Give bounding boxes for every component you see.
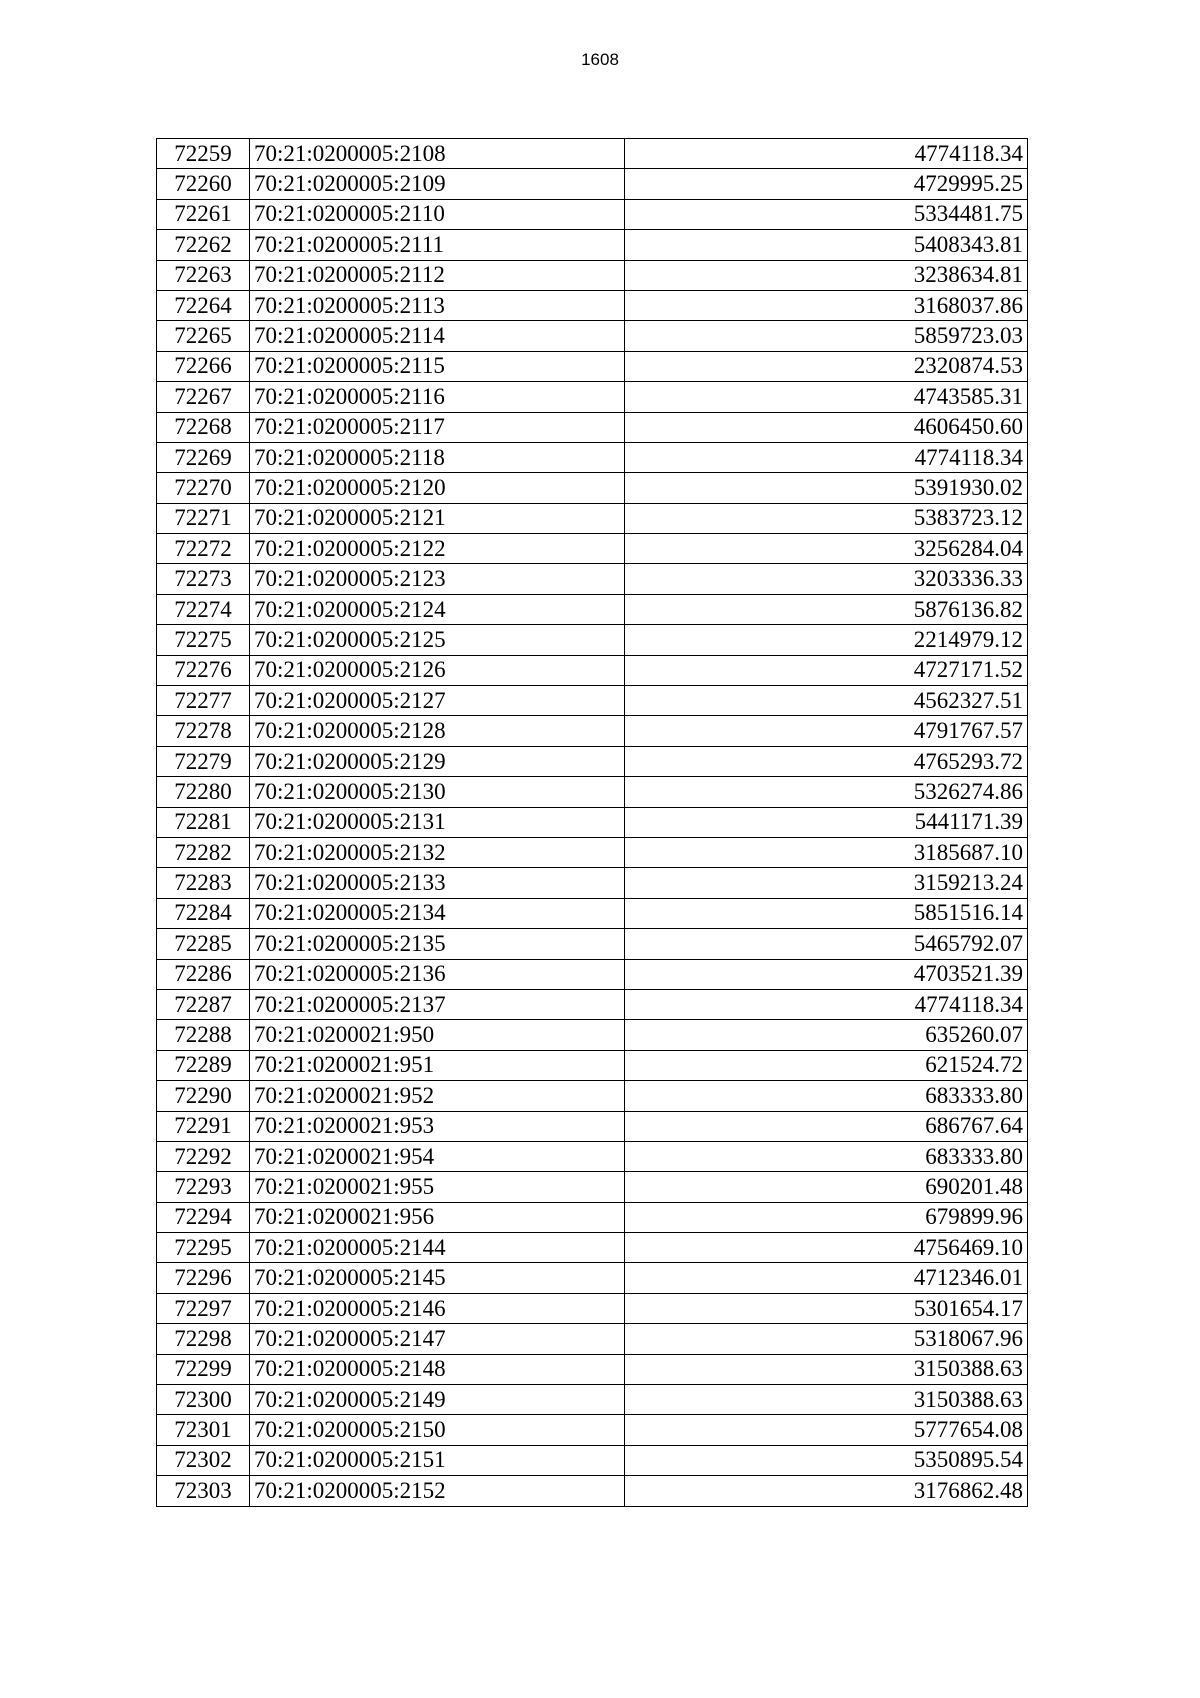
cadastral-value-cell: 690201.48 bbox=[625, 1172, 1028, 1202]
cadastral-value-cell: 5301654.17 bbox=[625, 1293, 1028, 1323]
cadastral-value-cell: 683333.80 bbox=[625, 1081, 1028, 1111]
table-row bbox=[157, 473, 1028, 503]
cadastral-number-cell: 70:21:0200005:2126 bbox=[250, 655, 625, 685]
row-number-cell: 72296 bbox=[157, 1263, 250, 1293]
cadastral-number-cell: 70:21:0200005:2129 bbox=[250, 746, 625, 776]
table-row bbox=[157, 1233, 1028, 1263]
cadastral-value-cell: 4712346.01 bbox=[625, 1263, 1028, 1293]
cadastral-value-cell: 3238634.81 bbox=[625, 260, 1028, 290]
row-number-cell: 72259 bbox=[157, 139, 250, 169]
cadastral-number-cell: 70:21:0200021:954 bbox=[250, 1141, 625, 1171]
row-number-cell: 72300 bbox=[157, 1385, 250, 1415]
row-number-cell: 72278 bbox=[157, 716, 250, 746]
cadastral-value-cell: 3203336.33 bbox=[625, 564, 1028, 594]
table-row bbox=[157, 716, 1028, 746]
table-row bbox=[157, 777, 1028, 807]
cadastral-value-cell: 3150388.63 bbox=[625, 1385, 1028, 1415]
cadastral-value-cell: 4606450.60 bbox=[625, 412, 1028, 442]
table-row bbox=[157, 1324, 1028, 1354]
table-row bbox=[157, 503, 1028, 533]
row-number-cell: 72288 bbox=[157, 1020, 250, 1050]
page-number: 1608 bbox=[581, 50, 619, 69]
table-row bbox=[157, 412, 1028, 442]
cadastral-value-cell: 686767.64 bbox=[625, 1111, 1028, 1141]
table-body bbox=[157, 139, 1028, 1507]
cadastral-value-cell: 4562327.51 bbox=[625, 686, 1028, 716]
cadastral-value-cell: 4765293.72 bbox=[625, 746, 1028, 776]
cadastral-value-cell: 5851516.14 bbox=[625, 898, 1028, 928]
cadastral-number-cell: 70:21:0200005:2127 bbox=[250, 686, 625, 716]
cadastral-number-cell: 70:21:0200021:953 bbox=[250, 1111, 625, 1141]
cadastral-number-cell: 70:21:0200005:2144 bbox=[250, 1233, 625, 1263]
row-number-cell: 72285 bbox=[157, 929, 250, 959]
cadastral-value-cell: 3185687.10 bbox=[625, 837, 1028, 867]
table-row bbox=[157, 1415, 1028, 1445]
row-number-cell: 72268 bbox=[157, 412, 250, 442]
row-number-cell: 72298 bbox=[157, 1324, 250, 1354]
table-row bbox=[157, 442, 1028, 472]
cadastral-number-cell: 70:21:0200005:2130 bbox=[250, 777, 625, 807]
cadastral-number-cell: 70:21:0200005:2132 bbox=[250, 837, 625, 867]
table-row bbox=[157, 169, 1028, 199]
row-number-cell: 72283 bbox=[157, 868, 250, 898]
cadastral-value-cell: 5777654.08 bbox=[625, 1415, 1028, 1445]
table-row bbox=[157, 1111, 1028, 1141]
row-number-cell: 72274 bbox=[157, 594, 250, 624]
cadastral-number-cell: 70:21:0200005:2122 bbox=[250, 534, 625, 564]
cadastral-number-cell: 70:21:0200005:2147 bbox=[250, 1324, 625, 1354]
cadastral-number-cell: 70:21:0200005:2146 bbox=[250, 1293, 625, 1323]
table-row bbox=[157, 1172, 1028, 1202]
table-row bbox=[157, 1385, 1028, 1415]
table-row bbox=[157, 929, 1028, 959]
row-number-cell: 72302 bbox=[157, 1445, 250, 1475]
cadastral-value-cell: 4727171.52 bbox=[625, 655, 1028, 685]
cadastral-number-cell: 70:21:0200005:2124 bbox=[250, 594, 625, 624]
row-number-cell: 72280 bbox=[157, 777, 250, 807]
table-row bbox=[157, 199, 1028, 229]
table-row bbox=[157, 321, 1028, 351]
cadastral-value-cell: 3256284.04 bbox=[625, 534, 1028, 564]
table-row bbox=[157, 382, 1028, 412]
table-row bbox=[157, 139, 1028, 169]
cadastral-value-cell: 5876136.82 bbox=[625, 594, 1028, 624]
table-row bbox=[157, 230, 1028, 260]
row-number-cell: 72301 bbox=[157, 1415, 250, 1445]
table-row bbox=[157, 868, 1028, 898]
cadastral-number-cell: 70:21:0200005:2117 bbox=[250, 412, 625, 442]
cadastral-value-cell: 5350895.54 bbox=[625, 1445, 1028, 1475]
table-row bbox=[157, 1476, 1028, 1506]
cadastral-number-cell: 70:21:0200005:2113 bbox=[250, 290, 625, 320]
table-row bbox=[157, 1202, 1028, 1232]
cadastral-value-cell: 5318067.96 bbox=[625, 1324, 1028, 1354]
table-row bbox=[157, 807, 1028, 837]
cadastral-value-cell: 5408343.81 bbox=[625, 230, 1028, 260]
cadastral-number-cell: 70:21:0200005:2152 bbox=[250, 1476, 625, 1506]
row-number-cell: 72260 bbox=[157, 169, 250, 199]
cadastral-number-cell: 70:21:0200005:2123 bbox=[250, 564, 625, 594]
row-number-cell: 72292 bbox=[157, 1141, 250, 1171]
row-number-cell: 72295 bbox=[157, 1233, 250, 1263]
cadastral-number-cell: 70:21:0200021:952 bbox=[250, 1081, 625, 1111]
row-number-cell: 72289 bbox=[157, 1050, 250, 1080]
cadastral-value-cell: 5465792.07 bbox=[625, 929, 1028, 959]
cadastral-number-cell: 70:21:0200005:2137 bbox=[250, 989, 625, 1019]
row-number-cell: 72264 bbox=[157, 290, 250, 320]
row-number-cell: 72290 bbox=[157, 1081, 250, 1111]
row-number-cell: 72297 bbox=[157, 1293, 250, 1323]
row-number-cell: 72294 bbox=[157, 1202, 250, 1232]
row-number-cell: 72266 bbox=[157, 351, 250, 381]
cadastral-number-cell: 70:21:0200021:955 bbox=[250, 1172, 625, 1202]
table-row bbox=[157, 625, 1028, 655]
table-row bbox=[157, 1081, 1028, 1111]
row-number-cell: 72284 bbox=[157, 898, 250, 928]
cadastral-number-cell: 70:21:0200005:2136 bbox=[250, 959, 625, 989]
table-row bbox=[157, 564, 1028, 594]
table-row bbox=[157, 1445, 1028, 1475]
table-row bbox=[157, 1354, 1028, 1384]
row-number-cell: 72262 bbox=[157, 230, 250, 260]
cadastral-number-cell: 70:21:0200005:2149 bbox=[250, 1385, 625, 1415]
cadastral-value-cell: 2214979.12 bbox=[625, 625, 1028, 655]
table-row bbox=[157, 989, 1028, 1019]
row-number-cell: 72272 bbox=[157, 534, 250, 564]
cadastral-number-cell: 70:21:0200005:2109 bbox=[250, 169, 625, 199]
table-row bbox=[157, 290, 1028, 320]
row-number-cell: 72276 bbox=[157, 655, 250, 685]
table-row bbox=[157, 260, 1028, 290]
cadastral-number-cell: 70:21:0200005:2134 bbox=[250, 898, 625, 928]
row-number-cell: 72303 bbox=[157, 1476, 250, 1506]
cadastral-value-cell: 621524.72 bbox=[625, 1050, 1028, 1080]
cadastral-value-cell: 5391930.02 bbox=[625, 473, 1028, 503]
table-row bbox=[157, 898, 1028, 928]
cadastral-value-cell: 4756469.10 bbox=[625, 1233, 1028, 1263]
table-row bbox=[157, 1263, 1028, 1293]
cadastral-number-cell: 70:21:0200005:2110 bbox=[250, 199, 625, 229]
cadastral-number-cell: 70:21:0200005:2120 bbox=[250, 473, 625, 503]
cadastral-value-cell: 4703521.39 bbox=[625, 959, 1028, 989]
row-number-cell: 72281 bbox=[157, 807, 250, 837]
cadastral-value-cell: 679899.96 bbox=[625, 1202, 1028, 1232]
cadastral-number-cell: 70:21:0200005:2114 bbox=[250, 321, 625, 351]
cadastral-value-cell: 4774118.34 bbox=[625, 989, 1028, 1019]
cadastral-number-cell: 70:21:0200005:2112 bbox=[250, 260, 625, 290]
cadastral-value-cell: 3168037.86 bbox=[625, 290, 1028, 320]
cadastral-number-cell: 70:21:0200021:956 bbox=[250, 1202, 625, 1232]
table-row bbox=[157, 837, 1028, 867]
cadastral-number-cell: 70:21:0200005:2131 bbox=[250, 807, 625, 837]
cadastral-number-cell: 70:21:0200005:2133 bbox=[250, 868, 625, 898]
cadastral-number-cell: 70:21:0200005:2151 bbox=[250, 1445, 625, 1475]
cadastral-number-cell: 70:21:0200005:2115 bbox=[250, 351, 625, 381]
cadastral-value-cell: 635260.07 bbox=[625, 1020, 1028, 1050]
cadastral-number-cell: 70:21:0200005:2121 bbox=[250, 503, 625, 533]
row-number-cell: 72273 bbox=[157, 564, 250, 594]
row-number-cell: 72299 bbox=[157, 1354, 250, 1384]
table-row bbox=[157, 1050, 1028, 1080]
cadastral-value-cell: 4774118.34 bbox=[625, 442, 1028, 472]
table-row bbox=[157, 1293, 1028, 1323]
row-number-cell: 72267 bbox=[157, 382, 250, 412]
cadastral-number-cell: 70:21:0200005:2148 bbox=[250, 1354, 625, 1384]
cadastral-value-table bbox=[156, 138, 1028, 1507]
table-row bbox=[157, 1020, 1028, 1050]
row-number-cell: 72277 bbox=[157, 686, 250, 716]
table-row bbox=[157, 746, 1028, 776]
table-row bbox=[157, 686, 1028, 716]
cadastral-value-cell: 4774118.34 bbox=[625, 139, 1028, 169]
table-row bbox=[157, 959, 1028, 989]
cadastral-number-cell: 70:21:0200005:2108 bbox=[250, 139, 625, 169]
cadastral-value-cell: 5334481.75 bbox=[625, 199, 1028, 229]
cadastral-value-cell: 5326274.86 bbox=[625, 777, 1028, 807]
cadastral-number-cell: 70:21:0200005:2128 bbox=[250, 716, 625, 746]
cadastral-value-cell: 5859723.03 bbox=[625, 321, 1028, 351]
row-number-cell: 72270 bbox=[157, 473, 250, 503]
row-number-cell: 72261 bbox=[157, 199, 250, 229]
cadastral-number-cell: 70:21:0200005:2125 bbox=[250, 625, 625, 655]
table-row bbox=[157, 351, 1028, 381]
cadastral-number-cell: 70:21:0200005:2116 bbox=[250, 382, 625, 412]
cadastral-value-cell: 3176862.48 bbox=[625, 1476, 1028, 1506]
row-number-cell: 72293 bbox=[157, 1172, 250, 1202]
cadastral-value-cell: 4791767.57 bbox=[625, 716, 1028, 746]
cadastral-value-cell: 5441171.39 bbox=[625, 807, 1028, 837]
cadastral-value-cell: 4743585.31 bbox=[625, 382, 1028, 412]
table-row bbox=[157, 594, 1028, 624]
cadastral-number-cell: 70:21:0200005:2135 bbox=[250, 929, 625, 959]
cadastral-number-cell: 70:21:0200005:2150 bbox=[250, 1415, 625, 1445]
row-number-cell: 72271 bbox=[157, 503, 250, 533]
row-number-cell: 72279 bbox=[157, 746, 250, 776]
cadastral-value-cell: 4729995.25 bbox=[625, 169, 1028, 199]
cadastral-value-cell: 683333.80 bbox=[625, 1141, 1028, 1171]
row-number-cell: 72287 bbox=[157, 989, 250, 1019]
row-number-cell: 72275 bbox=[157, 625, 250, 655]
table-row bbox=[157, 655, 1028, 685]
cadastral-number-cell: 70:21:0200005:2118 bbox=[250, 442, 625, 472]
cadastral-value-cell: 3150388.63 bbox=[625, 1354, 1028, 1384]
row-number-cell: 72265 bbox=[157, 321, 250, 351]
row-number-cell: 72263 bbox=[157, 260, 250, 290]
cadastral-number-cell: 70:21:0200021:950 bbox=[250, 1020, 625, 1050]
table-row bbox=[157, 534, 1028, 564]
row-number-cell: 72291 bbox=[157, 1111, 250, 1141]
cadastral-number-cell: 70:21:0200005:2145 bbox=[250, 1263, 625, 1293]
row-number-cell: 72269 bbox=[157, 442, 250, 472]
cadastral-number-cell: 70:21:0200005:2111 bbox=[250, 230, 625, 260]
row-number-cell: 72286 bbox=[157, 959, 250, 989]
table-row bbox=[157, 1141, 1028, 1171]
cadastral-value-cell: 5383723.12 bbox=[625, 503, 1028, 533]
cadastral-number-cell: 70:21:0200021:951 bbox=[250, 1050, 625, 1080]
row-number-cell: 72282 bbox=[157, 837, 250, 867]
cadastral-value-cell: 2320874.53 bbox=[625, 351, 1028, 381]
cadastral-value-cell: 3159213.24 bbox=[625, 868, 1028, 898]
